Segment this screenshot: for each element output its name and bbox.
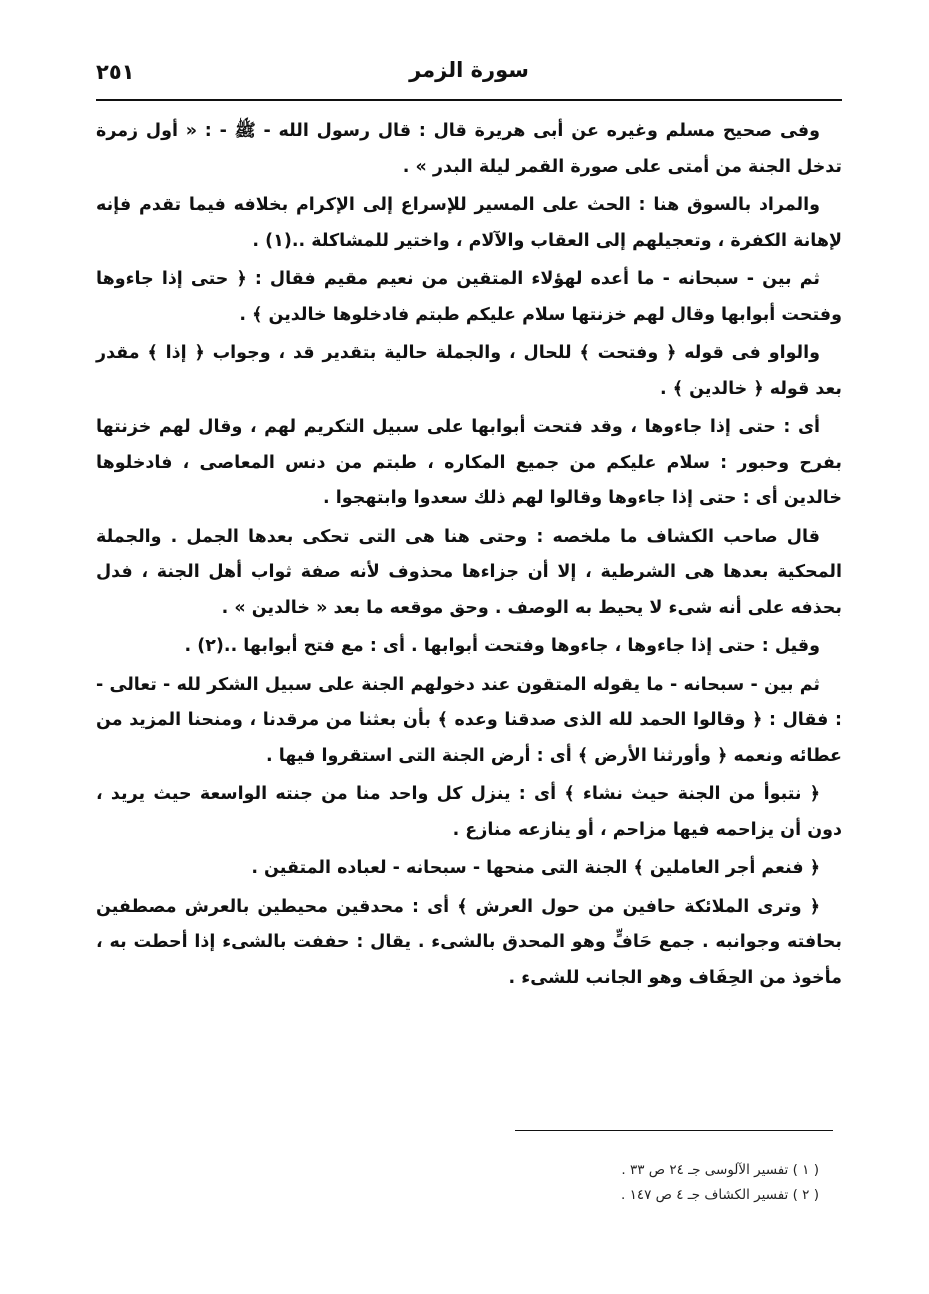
footnote-rule [515, 1130, 833, 1131]
paragraph: أى : حتى إذا جاءوها ، وقد فتحت أبوابها على سبيل التكريم لهم ، وقال لهم خزنتها بفرح وحبور : سلام عليكم من جميع المكاره ، طبتم من دنس المعاصى ، فادخلوها خالدين أى : حتى إذا جاءوها وقالوا لهم ذلك سعدوا وابتهجوا . [96, 417, 842, 508]
paragraph: ﴿ نتبوأ من الجنة حيث نشاء ﴾ أى : ينزل كل واحد منا من جنته الواسعة حيث يريد ، دون أن يزاحمه فيها مزاحم ، أو ينازعه منازع . [96, 784, 842, 840]
paragraph: ﴿ فنعم أجر العاملين ﴾ الجنة التى منحها - سبحانه - لعباده المتقين . [251, 858, 820, 878]
paragraph: قال صاحب الكشاف ما ملخصه : وحتى هنا هى التى تحكى بعدها الجمل . والجملة المحكية بعدها هى الشرطية ، إلا أن جزاءها محذوف لأنه صفة ثواب أهل الجنة ، فدل بحذفه على أنه شىء لا يحيط به الوصف . وحق موقعه ما بعد « خالدين » . [96, 526, 842, 618]
body-text [96, 114, 842, 999]
footnotes [219, 1158, 819, 1208]
paragraph: وفى صحيح مسلم وغيره عن أبى هريرة قال : قال رسول الله - ﷺ - : « أول زمرة تدخل الجنة من أمتى على صورة القمر ليلة البدر » . [96, 121, 842, 177]
paragraph: وقيل : حتى إذا جاءوها ، جاءوها وفتحت أبوابها . أى : مع فتح أبوابها ..(٢) . [184, 636, 820, 656]
paragraph: ثم بين - سبحانه - ما يقوله المتقون عند دخولهم الجنة على سبيل الشكر لله - تعالى - : فقال : ﴿ وقالوا الحمد لله الذى صدقنا وعده ﴾ بأن بعثنا من مرقدنا ، ومنحنا المزيد من عطائه ونعمه ﴿ وأورثنا الأرض ﴾ أى : أرض الجنة التى استقروا فيها . [96, 674, 842, 766]
paragraph: والمراد بالسوق هنا : الحث على المسير للإسراع إلى الإكرام بخلافه فيما تقدم فإنه لإهانة الكفرة ، وتعجيلهم إلى العقاب والآلام ، واختير للمشاكلة ..(١) . [96, 195, 842, 251]
paragraph: والواو فى قوله ﴿ وفتحت ﴾ للحال ، والجملة حالية بتقدير قد ، وجواب ﴿ إذا ﴾ مقدر بعد قوله ﴿ خالدين ﴾ . [96, 343, 842, 399]
header-rule [96, 99, 842, 101]
footnote: ( ١ ) تفسير الآلوسى جـ ٢٤ ص ٣٣ . [621, 1162, 819, 1178]
paragraph: ﴿ وترى الملائكة حافين من حول العرش ﴾ أى : محدقين محيطين بالعرش مصطفين بحافته وجوانبه . جمع حَافٍّ وهو المحدق بالشىء . يقال : حففت بالشىء إذا أحطت به ، مأخوذ من الحِفَاف وهو الجانب للشىء . [96, 896, 842, 988]
footnote: ( ٢ ) تفسير الكشاف جـ ٤ ص ١٤٧ . [620, 1187, 819, 1203]
paragraph: ثم بين - سبحانه - ما أعده لهؤلاء المتقين من نعيم مقيم فقال : ﴿ حتى إذا جاءوها وفتحت أبوابها وقال لهم خزنتها سلام عليكم طبتم فادخلوها خالدين ﴾ . [96, 269, 842, 325]
page-header [96, 56, 842, 96]
running-title: سورة الزمر [409, 58, 529, 82]
page-number: ٢٥١ [96, 60, 135, 84]
